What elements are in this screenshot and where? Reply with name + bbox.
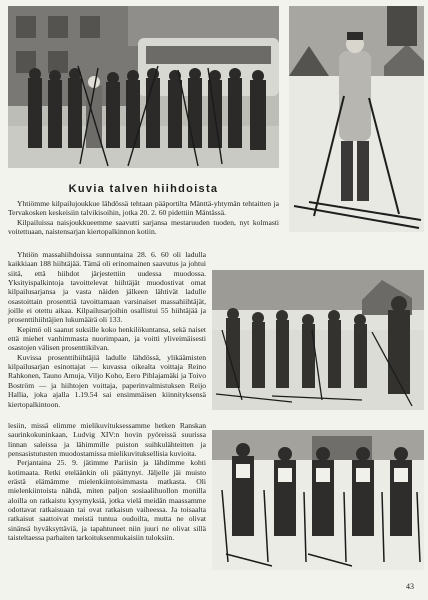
body-paragraph: lesiin, missä elimme mielikuvituksessamme hetken Ranskan saurinkokuninkaan, Ludvig XIV:n hovin pyöreissä suurissa linnan saleissa ja lähimmille puiston suihkulähteitten ja pensasistutusten muodostamissa mielikuvituksellisia kuvioita. [8,421,206,459]
article-heading: Kuvia talven hiihdoista [68,183,219,195]
body-paragraph: Kuvissa prosenttihiihtäjiä ladulle lähdössä, ylikäämisten kilpailusarjan esinottajat — kuvassa oikealta voittaja Reino Rahkonen, Tauno Amuja, Viljo Koho, Eero Pihlajamäki ja Toivo Boström — ja hiihtojen voittaja, paperinvalmistuksen Reijo Hallia, joka ajalla 1.19.54 sai ensimmäisen kiinnityksensä kiertopalkintoon. [8,352,206,409]
intro-paragraph: Yhtiömme kilpailujoukkue lähdössä tehtaan pääportilta Mänttä-yhtymän tehtaitten ja Tervakosken keskeisiin talvikisoihin, jotka 20. 2. 60 pidettiin Mäntässä. [8,199,279,218]
skiers-start-photo [212,270,424,410]
intro-paragraph: Kilpailuissa naisjoukkueemme saavutti sarjansa mestaruuden tuoden, nyt kolmasti voitettuaan, naistensarjan kiertopalkinnon kotiin. [8,217,279,237]
body-paragraph: Yhtiön massahiihdoissa sunnuntaina 28. 6. 60 oli ladulla kaikkiaan 188 hiihtäjää. Tämä oli erinomainen saavutus ja johtui siitä, että hiihdot järjestettiin uudessa muodossa. Yksityispalkintoja tavoittelevat hiihtäjät muodostivat omat kilpailusarjansa ja vasta näiden jälkeen lähtivät ladulle osastoittain prosenttiä tavoittamaan varsinaiset massahiihtäjät, joille ei otettu aikaa. Kilpailusarjoihin osallistui 55 hiihtäjää ja prosenttihiihtäjien lukumäärä oli 133. [8,250,206,325]
team-group-photo [8,6,279,168]
body-paragraph: Perjantaina 25. 9. jätimme Pariisin ja lähdimme kohti kotimaata. Retki eteläänkin oli päättynyt. Jäljelle jäi muisto erästä elämämme mielenkiintoisimmasta matkasta. Oli mielenkiintoista nähdä, miten paljon sosiaalihuollon monilla aloilla on ratkaistu kysymyksiä, jotka vielä meidän maassamme odottavat ratkaisuaan tai ovat ratkaisun vaiheessa. Ja toisaalta ratkaisut saattoivat meistä tuntua oudoilta, mutta ne olivat sinänsä hyväksyttäviä, ja tapahtuneet niin juuri ne olivat sillä taisteltaessa parhaiten tarkoituksenmukaisiin tuloksiin. [8,458,206,543]
intro-caption [8,199,279,236]
article-column-continued [8,421,206,542]
skier-portrait-photo [289,6,424,232]
race-winners-photo [212,430,424,570]
page-number: 43 [406,582,414,591]
body-paragraph: Kepimö oli saanut suksille koko henkilökuntansa, sekä naiset että miehet vanhimmasta nuorimpaan, ja voitti yliveimäisesti osastojen välisen prosenttikilvan. [8,324,206,353]
article-column-main [8,250,206,409]
